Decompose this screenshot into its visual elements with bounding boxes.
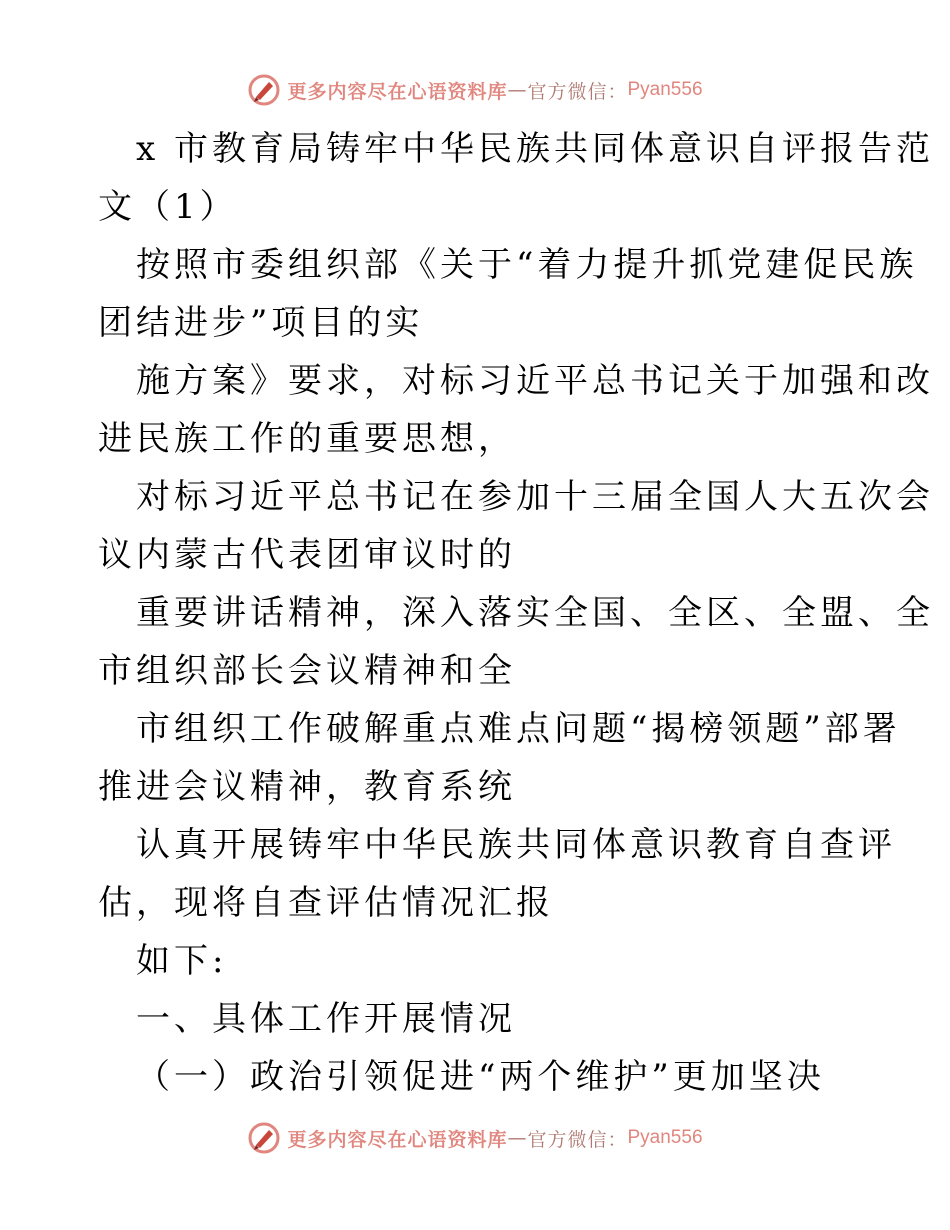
- text-line: 按照市委组织部《关于“着力提升抓党建促民族: [136, 245, 918, 285]
- watermark-handle: Pyan556: [627, 79, 703, 100]
- subsection-heading: （一）政治引领促进“两个维护”更加坚决: [136, 1057, 825, 1097]
- text-line: 对标习近平总书记在参加十三届全国人大五次会: [136, 477, 934, 517]
- text-line: 施方案》要求，对标习近平总书记关于加强和改: [136, 361, 934, 401]
- watermark-main-text: 更多内容尽在心语资料库: [287, 80, 508, 103]
- watermark-main-text: 更多内容尽在心语资料库: [287, 1128, 508, 1151]
- text-line: 推进会议精神，教育系统: [98, 767, 516, 807]
- document-body: [98, 120, 934, 1106]
- watermark-separator: —: [507, 79, 528, 101]
- section-heading: 一、具体工作开展情况: [136, 999, 516, 1039]
- text-line: 市组织部长会议精神和全: [98, 651, 516, 691]
- watermark-handle: Pyan556: [627, 1127, 703, 1148]
- text-line: 认真开展铸牢中华民族共同体意识教育自查评: [136, 825, 896, 865]
- pen-logo-icon: [247, 73, 281, 107]
- watermark-label: 官方微信：: [527, 1128, 628, 1151]
- text-line: 重要讲话精神，深入落实全国、全区、全盟、全: [136, 593, 934, 633]
- pen-logo-icon: [247, 1121, 281, 1155]
- text-line: 团结进步”项目的实: [98, 303, 424, 343]
- text-line: x 市教育局铸牢中华民族共同体意识自评报告范: [136, 129, 934, 169]
- watermark-label: 官方微信：: [527, 80, 628, 103]
- watermark-header: [0, 70, 950, 110]
- text-line: 议内蒙古代表团审议时的: [98, 535, 516, 575]
- watermark-footer: [0, 1118, 950, 1158]
- text-line: 市组织工作破解重点难点问题“揭榜领题”部署: [136, 709, 901, 749]
- text-line: 文（1）: [98, 187, 238, 227]
- text-line: 进民族工作的重要思想，: [98, 419, 516, 459]
- text-line: 如下:: [136, 941, 228, 981]
- text-line: 估，现将自查评估情况汇报: [98, 883, 554, 923]
- watermark-separator: —: [507, 1127, 528, 1149]
